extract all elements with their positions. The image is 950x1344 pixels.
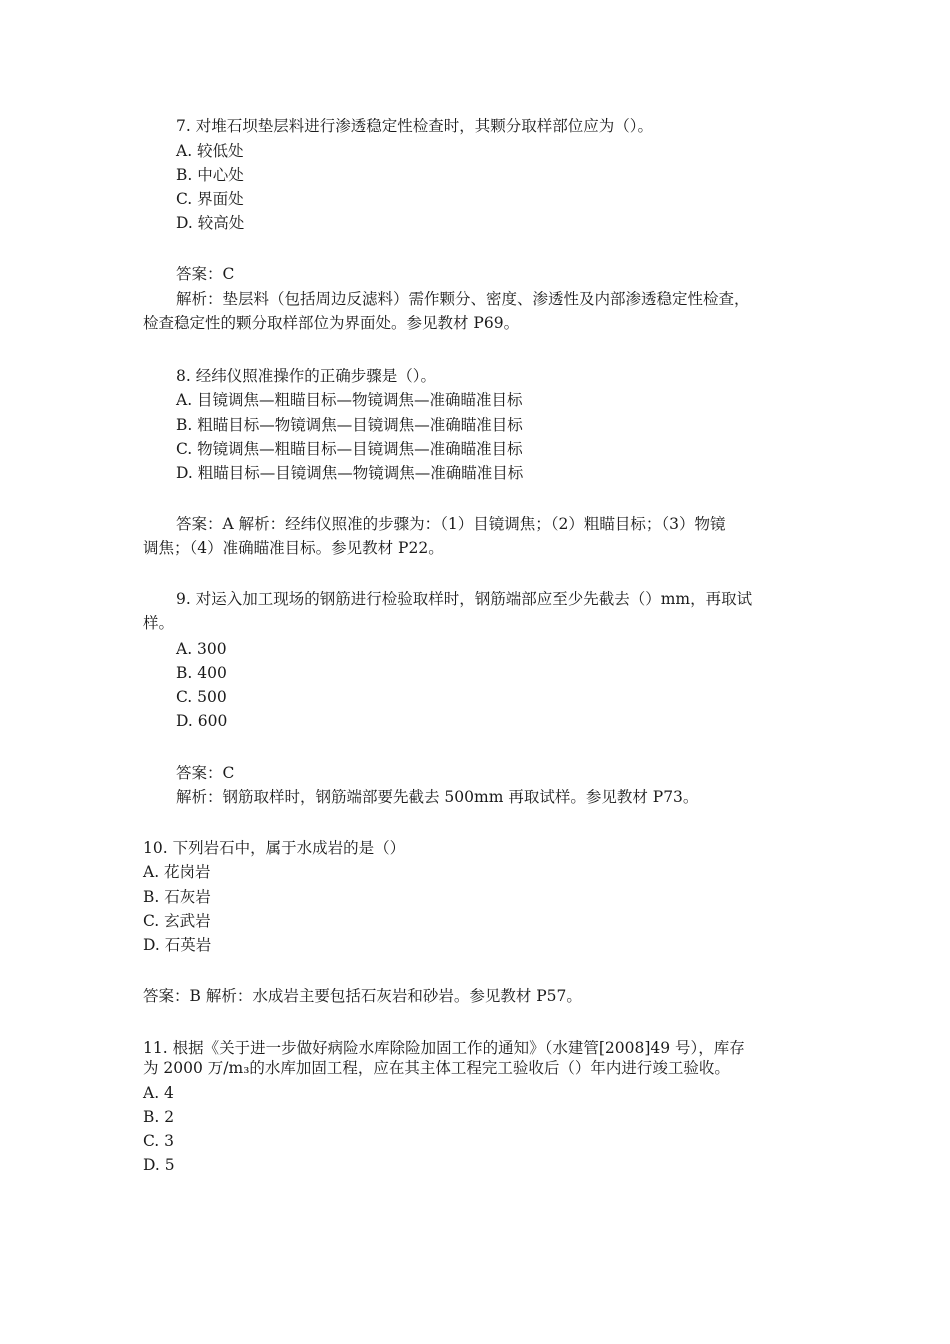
q9-option-a: A. 300 (176, 640, 227, 658)
q7-answer: 答案：C (176, 265, 235, 283)
q9-option-b: B. 400 (176, 664, 227, 682)
q11-stem-line1: 11. 根据《关于进一步做好病险水库除险加固工作的通知》（水建管[2008]49 号），库存 (143, 1039, 745, 1057)
q10-option-d: D. 石英岩 (143, 936, 212, 954)
q8-option-a: A. 目镜调焦—粗瞄目标—物镜调焦—准确瞄准目标 (176, 391, 523, 409)
q8-stem: 8. 经纬仪照准操作的正确步骤是（）。 (176, 367, 436, 385)
q8-option-d: D. 粗瞄目标—目镜调焦—物镜调焦—准确瞄准目标 (176, 464, 524, 482)
q11-option-c: C. 3 (143, 1132, 175, 1150)
q7-option-c: C. 界面处 (176, 190, 244, 208)
q11-stem-line2: 为 2000 万/m₃的水库加固工程，应在其主体工程完工验收后（）年内进行竣工验收。 (143, 1059, 730, 1077)
q10-option-c: C. 玄武岩 (143, 912, 211, 930)
q11-option-d: D. 5 (143, 1156, 175, 1174)
q9-stem-line1: 9. 对运入加工现场的钢筋进行检验取样时，钢筋端部应至少先截去（）mm，再取试 (176, 590, 753, 608)
q9-stem-line2: 样。 (143, 614, 175, 632)
q7-analysis-line2: 检查稳定性的颗分取样部位为界面处。参见教材 P69。 (143, 314, 520, 332)
q8-option-b: B. 粗瞄目标—物镜调焦—目镜调焦—准确瞄准目标 (176, 416, 523, 434)
q11-option-a: A. 4 (143, 1084, 174, 1102)
q10-answer: 答案：B 解析：水成岩主要包括石灰岩和砂岩。参见教材 P57。 (143, 987, 582, 1005)
q7-option-b: B. 中心处 (176, 166, 244, 184)
q9-option-c: C. 500 (176, 688, 227, 706)
q10-option-a: A. 花岗岩 (143, 863, 211, 881)
q9-answer: 答案：C (176, 764, 235, 782)
q8-answer-line2: 调焦；（4）准确瞄准目标。参见教材 P22。 (143, 539, 444, 557)
q9-analysis: 解析：钢筋取样时，钢筋端部要先截去 500mm 再取试样。参见教材 P73。 (176, 788, 699, 806)
q8-option-c: C. 物镜调焦—粗瞄目标—目镜调焦—准确瞄准目标 (176, 440, 523, 458)
q7-option-d: D. 较高处 (176, 214, 245, 232)
q10-option-b: B. 石灰岩 (143, 888, 211, 906)
q9-option-d: D. 600 (176, 712, 228, 730)
q7-option-a: A. 较低处 (176, 142, 244, 160)
q7-analysis-line1: 解析：垫层料（包括周边反滤料）需作颗分、密度、渗透性及内部渗透稳定性检查， (176, 290, 750, 308)
q11-option-b: B. 2 (143, 1108, 175, 1126)
q10-stem: 10. 下列岩石中，属于水成岩的是（） (143, 839, 406, 857)
q8-answer-line1: 答案：A 解析：经纬仪照准的步骤为：（1）目镜调焦；（2）粗瞄目标；（3）物镜 (176, 515, 726, 533)
q7-stem: 7. 对堆石坝垫层料进行渗透稳定性检查时，其颗分取样部位应为（）。 (176, 117, 653, 135)
